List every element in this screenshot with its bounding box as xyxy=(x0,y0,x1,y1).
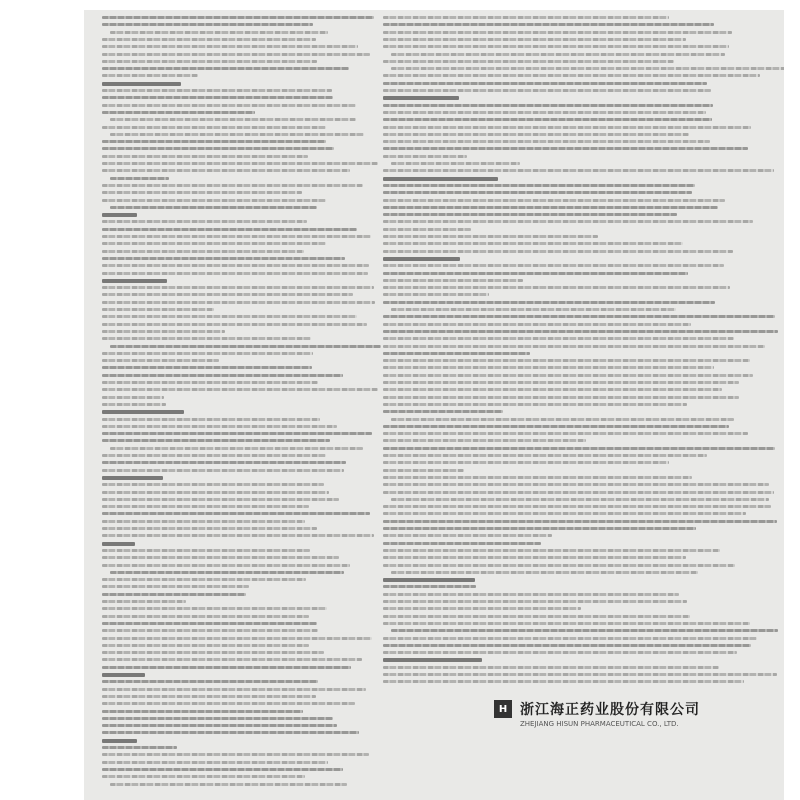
text-line xyxy=(383,396,739,399)
text-line xyxy=(102,688,366,691)
text-line xyxy=(102,454,326,457)
text-line xyxy=(102,622,317,625)
text-line xyxy=(102,491,329,494)
text-line xyxy=(102,140,326,143)
text-line xyxy=(102,512,370,515)
text-line xyxy=(383,31,732,34)
section-heading-line xyxy=(102,542,135,546)
text-line xyxy=(102,301,375,304)
text-line xyxy=(391,67,784,70)
text-line xyxy=(383,673,777,676)
text-line xyxy=(102,323,367,326)
text-line xyxy=(383,286,730,289)
text-line xyxy=(383,644,751,647)
text-line xyxy=(383,242,683,245)
text-line xyxy=(102,702,355,705)
text-line xyxy=(102,593,246,596)
text-line xyxy=(383,250,733,253)
text-line xyxy=(383,104,713,107)
text-line xyxy=(391,53,725,56)
text-line xyxy=(383,184,695,187)
text-line xyxy=(383,140,710,143)
text-line xyxy=(102,366,312,369)
text-line xyxy=(102,381,318,384)
text-line xyxy=(102,432,372,435)
text-line xyxy=(110,571,344,574)
text-line xyxy=(383,206,718,209)
text-line xyxy=(102,637,372,640)
text-line xyxy=(102,53,370,56)
text-line xyxy=(102,396,164,399)
text-line xyxy=(102,104,356,107)
text-line xyxy=(383,600,687,603)
text-line xyxy=(102,199,326,202)
text-line xyxy=(383,622,750,625)
text-line xyxy=(102,191,302,194)
text-line xyxy=(383,425,729,428)
section-heading-line xyxy=(383,96,459,100)
text-line xyxy=(102,680,318,683)
text-line xyxy=(383,323,691,326)
text-line xyxy=(102,520,305,523)
text-line xyxy=(102,469,344,472)
text-line xyxy=(102,615,309,618)
text-line xyxy=(383,439,586,442)
text-line xyxy=(383,220,753,223)
text-line xyxy=(383,527,696,530)
text-line xyxy=(383,23,714,26)
text-line xyxy=(383,381,739,384)
text-line xyxy=(391,498,769,501)
text-line xyxy=(102,775,305,778)
text-line xyxy=(391,308,676,311)
text-line xyxy=(102,658,362,661)
text-line xyxy=(102,242,326,245)
text-line xyxy=(383,447,775,450)
text-line xyxy=(383,315,775,318)
text-line xyxy=(383,359,750,362)
text-line xyxy=(383,680,744,683)
text-line xyxy=(383,461,669,464)
text-line xyxy=(102,600,186,603)
text-line xyxy=(383,520,777,523)
text-line xyxy=(102,315,357,318)
text-line xyxy=(383,564,735,567)
text-line xyxy=(383,403,687,406)
company-logo-icon: H xyxy=(494,700,512,718)
text-line xyxy=(383,235,598,238)
section-heading-line xyxy=(383,578,475,582)
text-line xyxy=(391,162,520,165)
text-line xyxy=(383,191,692,194)
text-line xyxy=(102,250,304,253)
text-line xyxy=(102,23,313,26)
text-line xyxy=(102,60,317,63)
text-line xyxy=(383,155,467,158)
text-line xyxy=(102,169,350,172)
company-footer xyxy=(480,695,780,800)
text-line xyxy=(102,111,255,114)
text-line xyxy=(110,447,363,450)
section-heading-line xyxy=(383,658,482,662)
text-line xyxy=(102,89,332,92)
text-line xyxy=(110,31,328,34)
text-line xyxy=(102,746,177,749)
text-line xyxy=(102,359,219,362)
text-line xyxy=(383,476,692,479)
text-line xyxy=(102,184,363,187)
text-line xyxy=(383,16,669,19)
text-line xyxy=(102,710,303,713)
text-line xyxy=(383,228,471,231)
section-heading-line xyxy=(102,739,137,743)
text-line xyxy=(110,133,364,136)
text-line xyxy=(383,410,503,413)
text-line xyxy=(102,45,358,48)
text-line xyxy=(383,272,688,275)
text-line xyxy=(102,527,317,530)
text-line xyxy=(383,374,753,377)
text-line xyxy=(102,228,357,231)
text-line xyxy=(383,126,751,129)
text-line xyxy=(102,220,307,223)
text-line xyxy=(383,542,541,545)
text-line xyxy=(383,512,746,515)
text-line xyxy=(102,330,225,333)
text-line xyxy=(102,717,333,720)
text-line xyxy=(383,213,677,216)
text-line xyxy=(102,534,374,537)
text-line xyxy=(102,505,309,508)
text-line xyxy=(383,454,707,457)
company-name-en: ZHEJIANG HISUN PHARMACEUTICAL CO., LTD. xyxy=(520,720,679,728)
section-heading-line xyxy=(102,673,145,677)
text-line xyxy=(383,615,690,618)
section-heading-line xyxy=(102,213,137,217)
text-line xyxy=(383,147,748,150)
text-line xyxy=(383,469,464,472)
text-line xyxy=(391,629,778,632)
section-heading-line xyxy=(102,82,181,86)
text-line xyxy=(102,126,326,129)
text-line xyxy=(102,352,313,355)
text-line xyxy=(383,345,765,348)
text-line xyxy=(383,534,552,537)
text-line xyxy=(102,461,346,464)
text-line xyxy=(383,593,679,596)
text-line xyxy=(383,264,724,267)
text-line xyxy=(102,38,316,41)
text-line xyxy=(102,585,249,588)
text-line xyxy=(102,235,371,238)
text-line xyxy=(102,695,316,698)
text-line xyxy=(102,439,330,442)
text-line xyxy=(102,644,309,647)
text-line xyxy=(102,731,359,734)
text-line xyxy=(102,425,337,428)
text-line xyxy=(383,585,476,588)
text-line xyxy=(102,374,343,377)
text-line xyxy=(383,169,774,172)
text-line xyxy=(102,308,214,311)
text-line xyxy=(383,637,757,640)
text-line xyxy=(383,330,778,333)
text-line xyxy=(383,301,715,304)
text-line xyxy=(383,556,686,559)
text-line xyxy=(102,155,308,158)
text-line xyxy=(383,89,711,92)
text-line xyxy=(383,38,686,41)
text-line xyxy=(383,293,489,296)
text-line xyxy=(102,147,334,150)
text-line xyxy=(110,118,356,121)
document-page xyxy=(84,10,784,800)
text-line xyxy=(102,666,351,669)
text-line xyxy=(383,199,725,202)
text-line xyxy=(102,556,339,559)
text-line xyxy=(102,578,306,581)
text-line xyxy=(102,564,350,567)
text-line xyxy=(383,505,771,508)
company-name-cn: 浙江海正药业股份有限公司 xyxy=(520,702,700,718)
text-line xyxy=(383,118,712,121)
text-line xyxy=(102,74,198,77)
text-line xyxy=(383,45,729,48)
text-line xyxy=(383,491,774,494)
text-line xyxy=(102,607,327,610)
text-line xyxy=(102,16,374,19)
section-heading-line xyxy=(383,257,460,261)
text-line xyxy=(102,418,320,421)
text-line xyxy=(383,279,523,282)
text-line xyxy=(383,483,769,486)
text-line xyxy=(102,629,318,632)
text-line xyxy=(102,264,369,267)
text-line xyxy=(102,724,337,727)
text-line xyxy=(102,286,374,289)
text-line xyxy=(102,651,324,654)
text-line xyxy=(383,366,714,369)
text-line xyxy=(383,60,674,63)
text-line xyxy=(102,293,353,296)
text-line xyxy=(383,352,530,355)
text-line xyxy=(383,607,581,610)
text-line xyxy=(102,753,369,756)
text-line xyxy=(383,432,748,435)
text-line xyxy=(383,388,722,391)
text-line xyxy=(102,96,333,99)
text-line xyxy=(102,67,349,70)
section-heading-line xyxy=(102,476,163,480)
text-line xyxy=(383,666,719,669)
text-line xyxy=(102,257,345,260)
text-line xyxy=(383,111,706,114)
text-line xyxy=(383,133,689,136)
text-line xyxy=(110,783,347,786)
text-line xyxy=(383,82,707,85)
text-line xyxy=(102,162,378,165)
text-line xyxy=(110,206,317,209)
text-line xyxy=(383,651,737,654)
text-line xyxy=(102,403,166,406)
text-line xyxy=(102,337,311,340)
text-line xyxy=(102,272,368,275)
text-line xyxy=(102,768,343,771)
section-heading-line xyxy=(102,279,167,283)
text-line xyxy=(391,571,698,574)
text-line xyxy=(102,483,324,486)
text-line xyxy=(102,549,310,552)
text-line xyxy=(102,388,378,391)
text-line xyxy=(391,418,734,421)
text-line xyxy=(110,345,381,348)
section-heading-line xyxy=(383,177,498,181)
text-line xyxy=(102,498,339,501)
text-line xyxy=(102,761,328,764)
text-line xyxy=(383,74,760,77)
text-line xyxy=(383,549,720,552)
text-line xyxy=(110,177,169,180)
text-line xyxy=(383,337,734,340)
section-heading-line xyxy=(102,410,184,414)
